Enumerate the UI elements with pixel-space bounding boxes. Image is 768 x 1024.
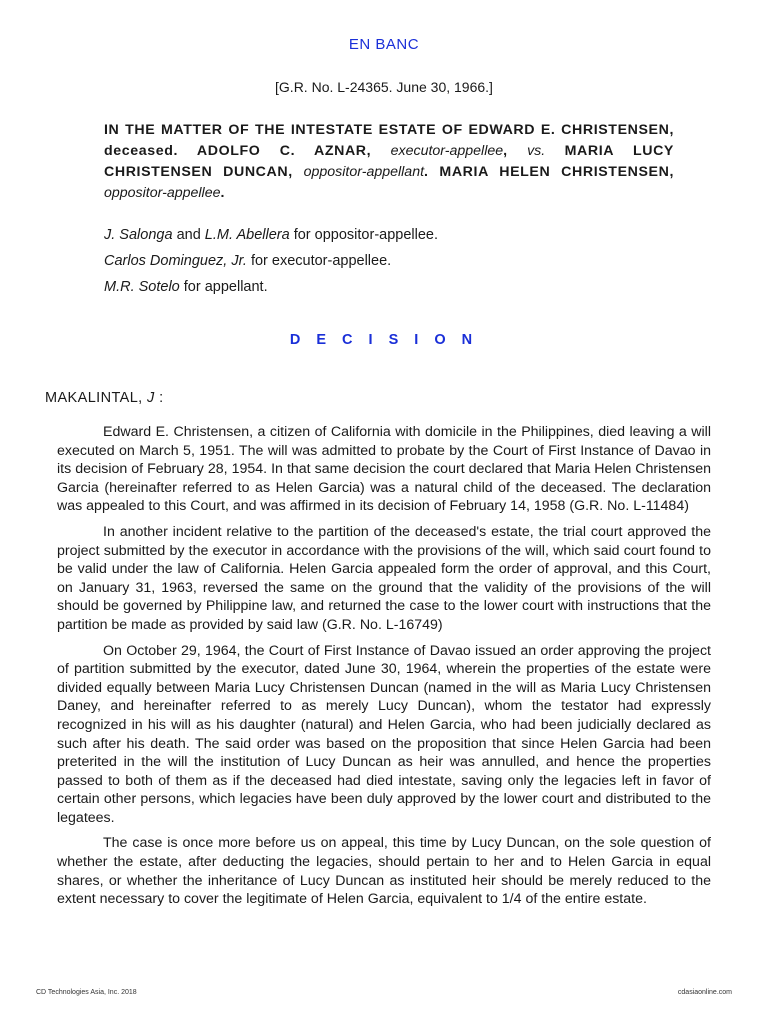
caption-role-3: oppositor-appellee	[104, 185, 221, 201]
decision-body	[57, 423, 711, 916]
footer-copyright: CD Technologies Asia, Inc. 2018	[36, 989, 137, 996]
counsel-line: J. Salonga and L.M. Abellera for oppositor-appellee.	[104, 227, 439, 243]
division-heading: EN BANC	[348, 36, 420, 53]
body-paragraph: The case is once more before us on appeal, this time by Lucy Duncan, on the sole question of whether the estate, after deducting the legacies, should pertain to her and to Helen Garcia in equal shares, or whether the inheritance of Lucy Duncan as instituted heir should be merely reduced to the extent necessary to cover the legitimate of Helen Garcia, equivalent to 1/4 of the entire estate.	[57, 835, 711, 908]
counsel-line: Carlos Dominguez, Jr. for executor-appellee.	[104, 253, 392, 269]
caption-matter: IN THE MATTER OF THE INTESTATE ESTATE OF EDWARD E. CHRISTENSEN, deceased. ADOLFO C. AZNAR	[104, 122, 674, 159]
caption-vs: vs.	[527, 143, 546, 159]
counsel-line: M.R. Sotelo for appellant.	[104, 279, 268, 295]
caption-party-3: MARIA HELEN CHRISTENSEN	[439, 164, 670, 180]
caption-party-2: MARIA LUCY CHRISTENSEN DUNCAN	[104, 143, 674, 180]
case-caption: IN THE MATTER OF THE INTESTATE ESTATE OF EDWARD E. CHRISTENSEN, deceased. ADOLFO C. AZNAR, executor-appellee, vs. MARIA LUCY CHRISTENSEN DUNCAN, oppositor-appellant. MARIA HELEN CHRISTENSEN, oppositor-appellee.	[104, 122, 674, 201]
caption-role-2: oppositor-appellant	[303, 164, 425, 180]
caption-role-1: executor-appellee	[390, 143, 504, 159]
counsel-list	[104, 222, 704, 300]
body-paragraph: Edward E. Christensen, a citizen of California with domicile in the Philippines, died leaving a will executed on March 5, 1951. The will was admitted to probate by the Court of First Instance of Davao in its decision of February 28, 1954. In that same decision the court declared that Maria Helen Christensen Garcia (hereinafter referred to as Helen Garcia) was a natural child of the deceased. The declaration was appealed to this Court, and was affirmed in its decision of February 14, 1958 (G.R. No. L-11484)	[57, 424, 711, 515]
ponente: MAKALINTAL, J :	[45, 390, 164, 406]
footer-website: cdasiaonline.com	[677, 989, 732, 996]
body-paragraph: On October 29, 1964, the Court of First Instance of Davao issued an order approving the project of partition submitted by the executor, dated June 30, 1964, wherein the properties of the estate were divided equally between Maria Lucy Christensen Duncan (named in the will as Maria Lucy Christensen Daney, and hereinafter referred to as merely Lucy Duncan), whom the testator had expressly recognized in his will as his daughter (natural) and Helen Garcia, who had been judicially declared as such after his death. The said order was based on the proposition that since Helen Garcia had been preterited in the will the institution of Lucy Duncan as heir was annulled, and hence the properties passed to both of them as if the deceased had died intestate, saving only the legacies left in favor of certain other persons, which legacies have been duly approved by the lower court and distributed to the legatees.	[57, 642, 711, 826]
body-paragraph: In another incident relative to the partition of the deceased's estate, the trial court approved the project submitted by the executor in accordance with the provisions of the will, which said court found to be valid under the law of California. Helen Garcia appealed form the order of approval, and this Court, on January 31, 1963, reversed the same on the ground that the validity of the provisions of the will should be governed by Philippine law, and returned the case to the lower court with instructions that the partition be made as provided by said law (G.R. No. L-16749)	[57, 523, 711, 633]
decision-heading: D E C I S I O N	[289, 332, 479, 348]
case-number: [G.R. No. L-24365. June 30, 1966.]	[275, 79, 493, 95]
